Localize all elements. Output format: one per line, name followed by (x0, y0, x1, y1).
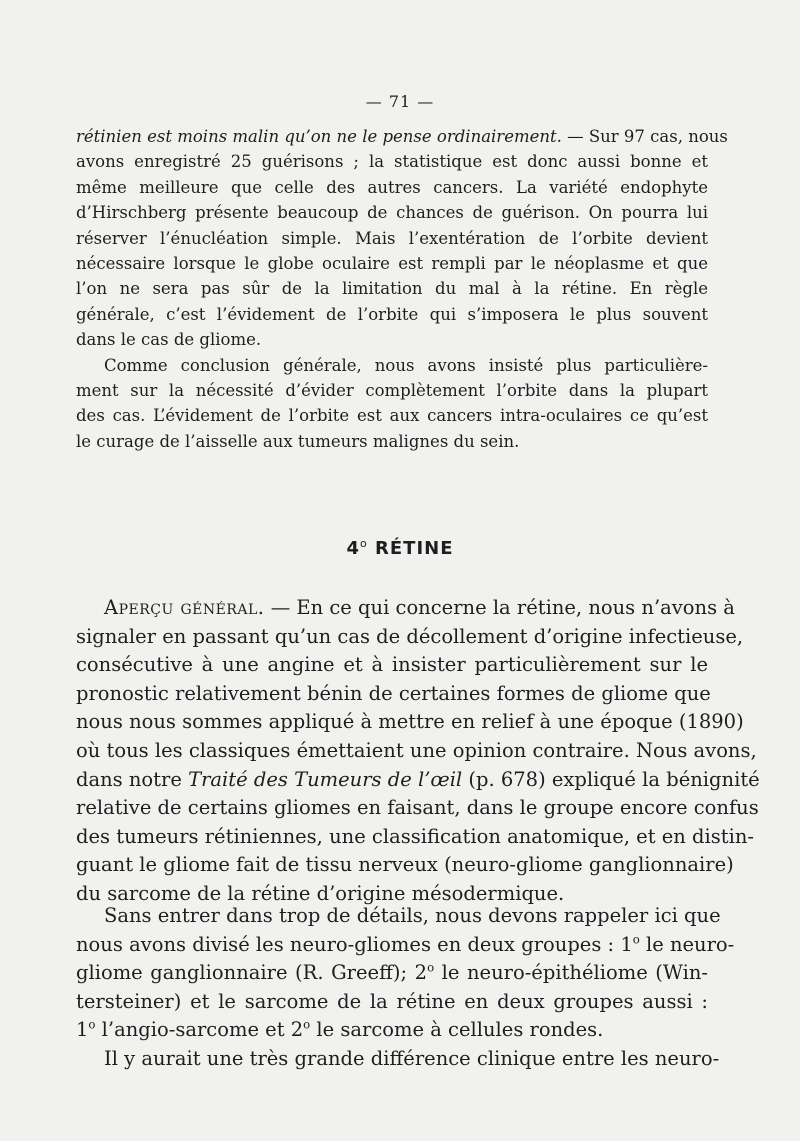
text-line: signaler en passant qu’un cas de décollement d’origine infectieuse, (76, 624, 744, 648)
text-line: gliome ganglionnaire (R. Greeff); 2$^o$ le neuro-épithéliome (Win- (76, 960, 708, 985)
italic-title: Traité des Tumeurs de l’œil (188, 767, 463, 791)
text-line: l’on ne sera pas sûr de la limitation du mal à la rétine. En règle (76, 279, 708, 299)
text-line: le curage de l’aisselle aux tumeurs malignes du sein. (76, 431, 520, 451)
text-line: guant le gliome fait de tissu nerveux (neuro-gliome ganglionnaire) (76, 853, 734, 877)
text-line: même meilleure que celle des autres cancers. La variété endophyte (76, 177, 708, 197)
text-line: dans notre Traité des Tumeurs de l’œil (p. 678) expliqué la bénignité (76, 767, 760, 791)
section-title: RÉTINE (375, 538, 454, 559)
text-line: Comme conclusion générale, nous avons insisté plus particulière- (104, 355, 708, 375)
text-line: Aperçu général. — En ce qui concerne la rétine, nous n’avons à (104, 596, 735, 619)
text-line: nous avons divisé les neuro-gliomes en deux groupes : 1$^o$ le neuro- (76, 932, 735, 956)
section-heading: 4$^o$ RÉTINE (346, 537, 454, 559)
text-line: nous nous sommes appliqué à mettre en relief à une époque (1890) (76, 710, 744, 734)
text-line: avons enregistré 25 guérisons ; la statistique est donc aussi bonne et (76, 152, 708, 172)
text-line: Il y aurait une très grande différence clinique entre les neuro- (104, 1046, 720, 1070)
page-number: — 71 — (365, 92, 435, 111)
lower-text-block (76, 594, 760, 909)
text-line: réserver l’énucléation simple. Mais l’exentération de l’orbite devient (76, 228, 708, 248)
lower-text-block-2 (76, 902, 735, 1074)
text-line: du sarcome de la rétine d’origine mésodermique. (76, 881, 565, 905)
text-line: relative de certains gliomes en faisant, dans le groupe encore confus (76, 796, 759, 820)
text-line: générale, c’est l’évidement de l’orbite qui s’imposera le plus souvent (76, 304, 708, 324)
text-line: dans le cas de gliome. (76, 330, 262, 350)
text-line: Sans entrer dans trop de détails, nous devons rappeler ici que (104, 904, 721, 927)
text-line: rétinien est moins malin qu’on ne le pense ordinairement. — Sur 97 cas, nous (76, 127, 728, 146)
small-caps-lead: Aperçu général. (104, 596, 265, 619)
italic-phrase: rétinien est moins malin qu’on ne le pense ordinairement. (76, 127, 562, 146)
text-line: 1$^o$ l’angio-sarcome et 2$^o$ le sarcome à cellules rondes. (76, 1017, 604, 1042)
text-line: où tous les classiques émettaient une opinion contraire. Nous avons, (76, 738, 757, 762)
text-line: des tumeurs rétiniennes, une classification anatomique, et en distin- (76, 824, 754, 848)
text-line: des cas. L’évidement de l’orbite est aux cancers intra-oculaires ce qu’est (76, 406, 708, 426)
text-line: nécessaire lorsque le globe oculaire est rempli par le néoplasme et que (76, 254, 708, 274)
text-line: pronostic relativement bénin de certaines formes de gliome que (76, 681, 711, 705)
upper-text-block (76, 124, 728, 454)
text-line: tersteiner) et le sarcome de la rétine en deux groupes aussi : (76, 989, 708, 1013)
text-line: d’Hirschberg présente beaucoup de chances de guérison. On pourra lui (76, 203, 708, 223)
text-line: ment sur la nécessité d’évider complètement l’orbite dans la plupart (76, 381, 708, 401)
text-line: consécutive à une angine et à insister particulièrement sur le (76, 653, 708, 677)
